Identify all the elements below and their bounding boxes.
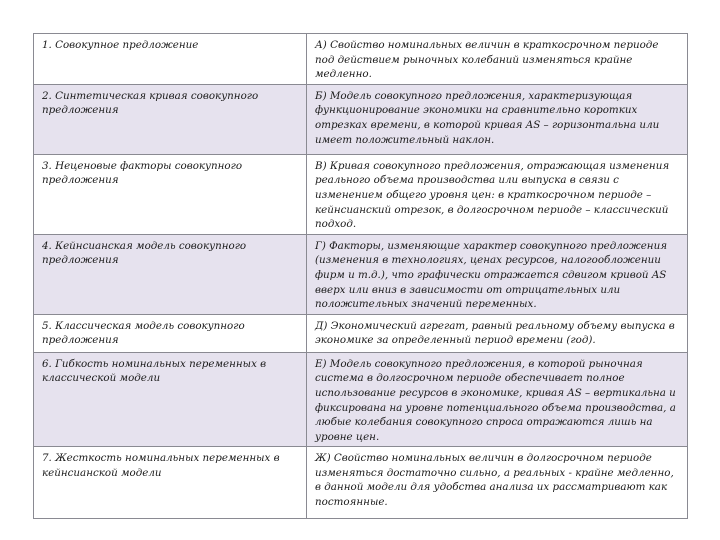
definition-cell: А) Свойство номинальных величин в краткосрочном периоде под действием рыночных колебаний изменяться крайне медленно.: [307, 34, 688, 85]
term-cell: 7. Жесткость номинальных переменных в кейнсианской модели: [34, 447, 307, 519]
term-cell: 1. Совокупное предложение: [34, 34, 307, 85]
table-row: [34, 154, 688, 234]
term-cell: 6. Гибкость номинальных переменных в классической модели: [34, 352, 307, 447]
table-row: [34, 352, 688, 447]
term-cell: 3. Неценовые факторы совокупного предложения: [34, 154, 307, 234]
definition-cell: Б) Модель совокупного предложения, характеризующая функционирование экономики на сравнительно коротких отрезках времени, в которой кривая AS – горизонтальна или имеет положительный наклон.: [307, 84, 688, 154]
definition-cell: Г) Факторы, изменяющие характер совокупного предложения (изменения в технологиях, ценах ресурсов, налогообложении фирм и т.д.), что графически отражается сдвигом кривой AS вверх или вниз в зависимости от отрицательных или положительных значений переменных.: [307, 234, 688, 314]
table-row: [34, 84, 688, 154]
term-cell: 4. Кейнсианская модель совокупного предложения: [34, 234, 307, 314]
table-row: [34, 234, 688, 314]
definition-cell: В) Кривая совокупного предложения, отражающая изменения реального объема производства или выпуска в связи с изменением общего уровня цен: в краткосрочном периоде – кейнсианский отрезок, в долгосрочном периоде – классический подход.: [307, 154, 688, 234]
definition-cell: Д) Экономический агрегат, равный реальному объему выпуска в экономике за определенный период времени (год).: [307, 314, 688, 352]
definition-cell: Ж) Свойство номинальных величин в долгосрочном периоде изменяться достаточно сильно, а реальных - крайне медленно, в данной модели для удобства анализа их рассматривают как постоянные.: [307, 447, 688, 519]
term-cell: 2. Синтетическая кривая совокупного предложения: [34, 84, 307, 154]
table-row: [34, 34, 688, 85]
term-cell: 5. Классическая модель совокупного предложения: [34, 314, 307, 352]
table-row: [34, 447, 688, 519]
matching-table: [33, 33, 688, 519]
definition-cell: Е) Модель совокупного предложения, в которой рыночная система в долгосрочном периоде обеспечивает полное использование ресурсов в экономике, кривая AS – вертикальна и фиксирована на уровне потенциального объема производства, а любые колебания совокупного спроса отражаются лишь на уровне цен.: [307, 352, 688, 447]
table-row: [34, 314, 688, 352]
